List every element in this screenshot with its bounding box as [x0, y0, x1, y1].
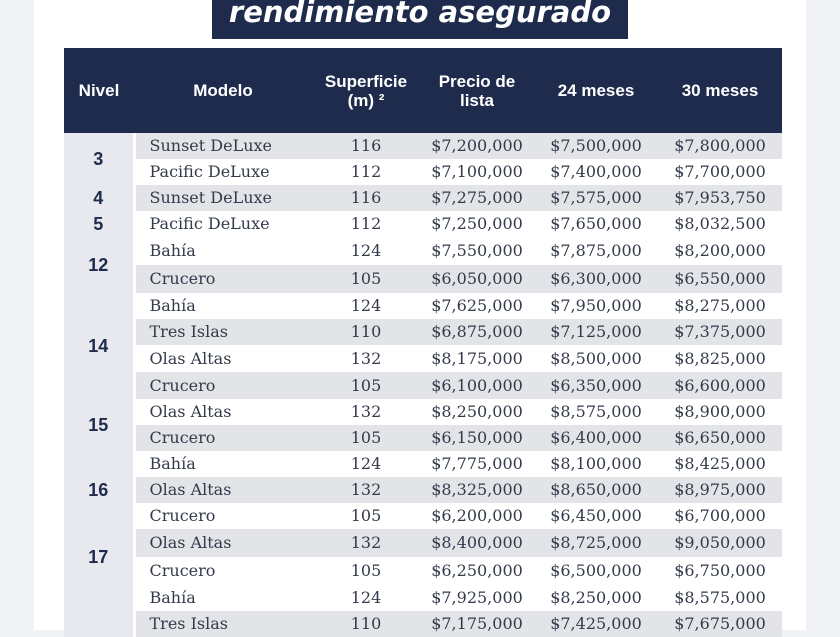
cell-modelo: Bahía [134, 585, 312, 611]
cell-modelo: Pacific DeLuxe [134, 159, 312, 185]
cell-30-meses: $8,200,000 [658, 237, 782, 265]
cell-30-meses: $7,375,000 [658, 319, 782, 345]
cell-24-meses: $8,575,000 [534, 399, 658, 425]
cell-precio: $6,150,000 [420, 425, 534, 451]
table-row [64, 611, 782, 637]
header-row [64, 48, 782, 133]
table-row [64, 237, 782, 265]
cell-nivel: 3 [64, 133, 134, 185]
cell-modelo: Pacific DeLuxe [134, 211, 312, 237]
cell-superficie: 105 [312, 503, 420, 529]
cell-30-meses: $8,275,000 [658, 293, 782, 319]
cell-modelo: Crucero [134, 425, 312, 451]
cell-24-meses: $8,725,000 [534, 529, 658, 557]
cell-30-meses: $8,032,500 [658, 211, 782, 237]
cell-superficie: 110 [312, 611, 420, 637]
cell-precio: $7,100,000 [420, 159, 534, 185]
cell-modelo: Sunset DeLuxe [134, 185, 312, 211]
cell-24-meses: $8,250,000 [534, 585, 658, 611]
price-table [64, 48, 782, 637]
cell-superficie: 105 [312, 425, 420, 451]
cell-30-meses: $7,800,000 [658, 133, 782, 159]
table-row [64, 477, 782, 503]
cell-24-meses: $7,425,000 [534, 611, 658, 637]
header-nivel: Nivel [64, 48, 134, 133]
cell-nivel: 15 [64, 399, 134, 451]
cell-modelo: Crucero [134, 372, 312, 399]
cell-24-meses: $6,450,000 [534, 503, 658, 529]
cell-24-meses: $7,875,000 [534, 237, 658, 265]
table-row [64, 585, 782, 611]
cell-30-meses: $6,750,000 [658, 557, 782, 585]
banner-title [212, 0, 628, 39]
header-modelo: Modelo [134, 48, 312, 133]
cell-nivel: 14 [64, 293, 134, 399]
cell-30-meses: $7,700,000 [658, 159, 782, 185]
cell-precio: $7,625,000 [420, 293, 534, 319]
cell-modelo: Bahía [134, 451, 312, 477]
cell-superficie: 124 [312, 237, 420, 265]
cell-precio: $6,875,000 [420, 319, 534, 345]
cell-precio: $8,400,000 [420, 529, 534, 557]
cell-precio: $7,250,000 [420, 211, 534, 237]
cell-nivel: 17 [64, 529, 134, 585]
cell-24-meses: $8,100,000 [534, 451, 658, 477]
cell-superficie: 110 [312, 319, 420, 345]
header-30-meses: 30 meses [658, 48, 782, 133]
cell-30-meses: $6,600,000 [658, 372, 782, 399]
table-row [64, 425, 782, 451]
cell-superficie: 132 [312, 529, 420, 557]
cell-24-meses: $7,950,000 [534, 293, 658, 319]
table-header [64, 48, 782, 133]
cell-precio: $7,550,000 [420, 237, 534, 265]
table-body [64, 133, 782, 637]
cell-precio: $7,925,000 [420, 585, 534, 611]
cell-superficie: 112 [312, 159, 420, 185]
cell-30-meses: $7,953,750 [658, 185, 782, 211]
cell-nivel: 16 [64, 451, 134, 529]
table-row [64, 345, 782, 372]
cell-precio: $6,050,000 [420, 265, 534, 293]
cell-superficie: 105 [312, 557, 420, 585]
cell-30-meses: $8,575,000 [658, 585, 782, 611]
table-row [64, 319, 782, 345]
cell-modelo: Bahía [134, 293, 312, 319]
cell-superficie: 132 [312, 345, 420, 372]
cell-24-meses: $7,575,000 [534, 185, 658, 211]
cell-superficie: 105 [312, 265, 420, 293]
cell-30-meses: $9,050,000 [658, 529, 782, 557]
cell-modelo: Bahía [134, 237, 312, 265]
cell-superficie: 105 [312, 372, 420, 399]
header-precio: Precio de lista [420, 48, 534, 133]
cell-modelo: Sunset DeLuxe [134, 133, 312, 159]
cell-precio: $6,200,000 [420, 503, 534, 529]
cell-modelo: Olas Altas [134, 477, 312, 503]
cell-precio: $8,250,000 [420, 399, 534, 425]
header-superficie-label: Superficie [324, 71, 408, 91]
table-row [64, 503, 782, 529]
cell-nivel: 4 [64, 185, 134, 211]
cell-24-meses: $7,400,000 [534, 159, 658, 185]
table-row [64, 372, 782, 399]
cell-superficie: 116 [312, 185, 420, 211]
cell-precio: $6,250,000 [420, 557, 534, 585]
table-row [64, 211, 782, 237]
table-row [64, 159, 782, 185]
header-superficie [312, 48, 420, 133]
cell-24-meses: $8,650,000 [534, 477, 658, 503]
cell-30-meses: $8,425,000 [658, 451, 782, 477]
header-superficie-unit: (m) ² [347, 90, 385, 110]
cell-24-meses: $6,400,000 [534, 425, 658, 451]
table-row [64, 451, 782, 477]
cell-precio: $8,175,000 [420, 345, 534, 372]
cell-24-meses: $7,650,000 [534, 211, 658, 237]
cell-30-meses: $8,825,000 [658, 345, 782, 372]
table-row [64, 293, 782, 319]
cell-precio: $7,275,000 [420, 185, 534, 211]
cell-24-meses: $8,500,000 [534, 345, 658, 372]
cell-modelo: Olas Altas [134, 529, 312, 557]
table-row [64, 133, 782, 159]
cell-nivel: 5 [64, 211, 134, 237]
table-row [64, 557, 782, 585]
table-row [64, 399, 782, 425]
cell-superficie: 112 [312, 211, 420, 237]
cell-nivel: 12 [64, 237, 134, 293]
banner-text: rendimiento asegurado [228, 0, 612, 29]
cell-24-meses: $6,500,000 [534, 557, 658, 585]
cell-24-meses: $7,500,000 [534, 133, 658, 159]
cell-modelo: Tres Islas [134, 611, 312, 637]
table-row [64, 265, 782, 293]
cell-precio: $8,325,000 [420, 477, 534, 503]
cell-superficie: 124 [312, 451, 420, 477]
cell-modelo: Crucero [134, 265, 312, 293]
cell-modelo: Crucero [134, 503, 312, 529]
cell-superficie: 132 [312, 399, 420, 425]
header-24-meses: 24 meses [534, 48, 658, 133]
cell-superficie: 124 [312, 585, 420, 611]
cell-30-meses: $6,650,000 [658, 425, 782, 451]
cell-precio: $6,100,000 [420, 372, 534, 399]
cell-30-meses: $6,700,000 [658, 503, 782, 529]
cell-30-meses: $8,900,000 [658, 399, 782, 425]
cell-superficie: 132 [312, 477, 420, 503]
cell-superficie: 124 [312, 293, 420, 319]
cell-nivel [64, 585, 134, 637]
cell-24-meses: $7,125,000 [534, 319, 658, 345]
cell-24-meses: $6,350,000 [534, 372, 658, 399]
cell-30-meses: $6,550,000 [658, 265, 782, 293]
cell-modelo: Olas Altas [134, 345, 312, 372]
table-row [64, 529, 782, 557]
cell-precio: $7,175,000 [420, 611, 534, 637]
cell-24-meses: $6,300,000 [534, 265, 658, 293]
cell-precio: $7,200,000 [420, 133, 534, 159]
cell-superficie: 116 [312, 133, 420, 159]
cell-modelo: Olas Altas [134, 399, 312, 425]
cell-precio: $7,775,000 [420, 451, 534, 477]
cell-modelo: Crucero [134, 557, 312, 585]
table-row [64, 185, 782, 211]
cell-30-meses: $8,975,000 [658, 477, 782, 503]
cell-modelo: Tres Islas [134, 319, 312, 345]
cell-30-meses: $7,675,000 [658, 611, 782, 637]
